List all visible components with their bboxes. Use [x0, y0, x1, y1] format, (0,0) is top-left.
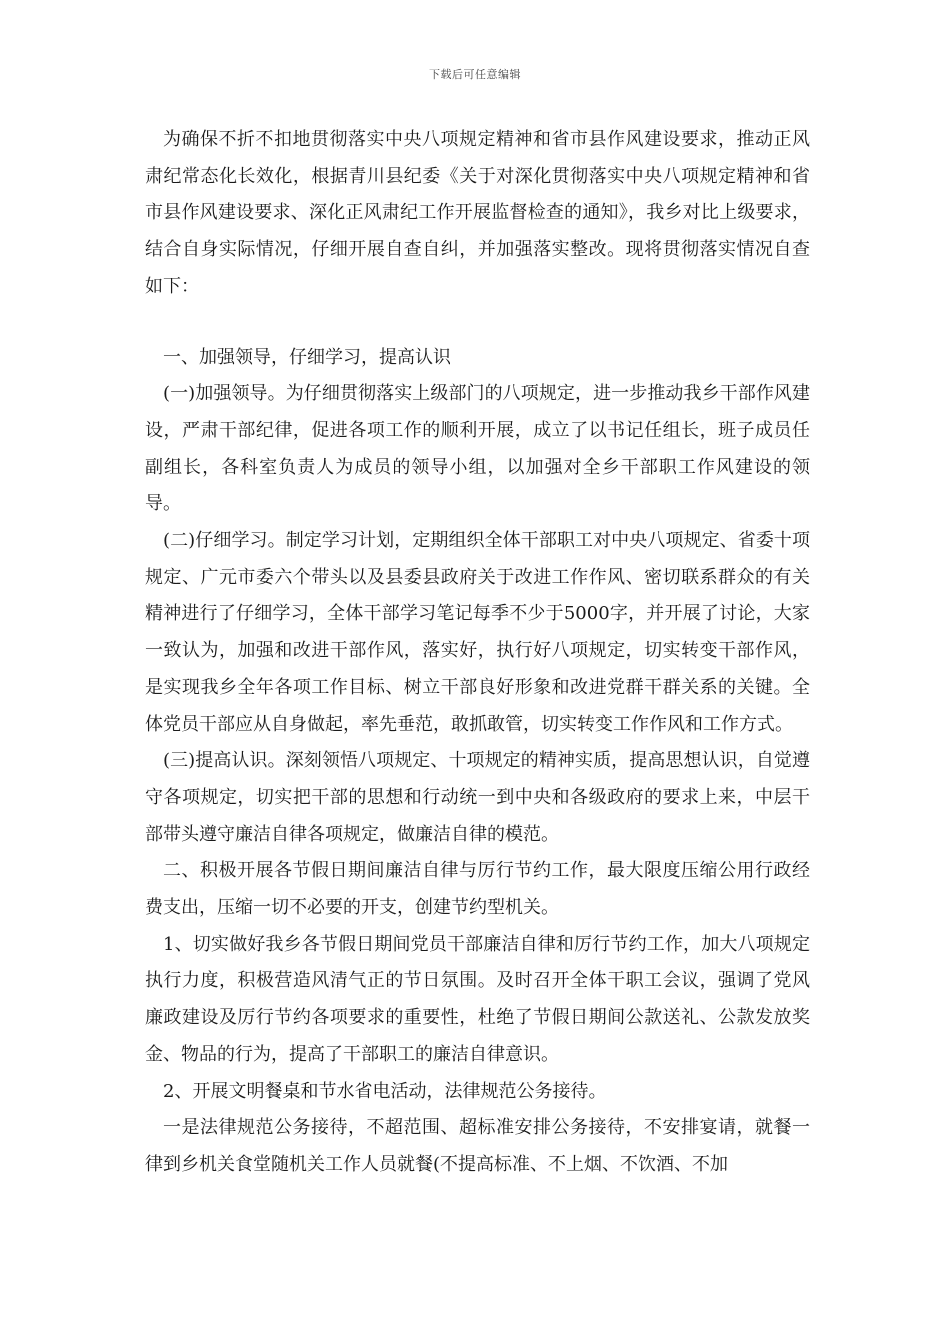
paragraph-careful-study: (二)仔细学习。制定学习计划，定期组织全体干部职工对中央八项规定、省委十项规定、广元市委六个带头以及县委县政府关于改进工作作风、密切联系群众的有关精神进行了仔细学习，全体干部学习笔记每季不少于5000字，并开展了讨论，大家一致认为，加强和改进干部作风，落实好，执行好八项规定，切实转变干部作风，是实现我乡全年各项工作目标、树立干部良好形象和改进党群干群关系的关键。全体党员干部应从自身做起，率先垂范，敢抓敢管，切实转变工作作风和工作方式。	[145, 530, 810, 735]
section-heading-1: 一、加强领导，仔细学习，提高认识	[163, 346, 451, 368]
intro-paragraph: 为确保不折不扣地贯彻落实中央八项规定精神和省市县作风建设要求，推动正风肃纪常态化长效化，根据青川县纪委《关于对深化贯彻落实中央八项规定精神和省市县作风建设要求、深化正风肃纪工作开展监督检查的通知》，我乡对比上级要求，结合自身实际情况，仔细开展自查自纠，并加强落实整改。现将贯彻落实情况自查如下：	[145, 129, 810, 297]
paragraph-item-2: 2、开展文明餐桌和节水省电活动，法律规范公务接待。	[163, 1080, 607, 1102]
header-note: 下载后可任意编辑	[429, 68, 521, 81]
paragraph-item-1: 1、切实做好我乡各节假日期间党员干部廉洁自律和厉行节约工作，加大八项规定执行力度，积极营造风清气正的节日氛围。及时召开全体干职工会议，强调了党风廉政建设及厉行节约各项要求的重要性，杜绝了节假日期间公款送礼、公款发放奖金、物品的行为，提高了干部职工的廉洁自律意识。	[145, 933, 810, 1065]
section-heading-2: 二、积极开展各节假日期间廉洁自律与厉行节约工作，最大限度压缩公用行政经费支出，压缩一切不必要的开支，创建节约型机关。	[145, 860, 810, 919]
paragraph-strengthen-leadership: (一)加强领导。为仔细贯彻落实上级部门的八项规定，进一步推动我乡干部作风建设，严肃干部纪律，促进各项工作的顺利开展，成立了以书记任组长，班子成员任副组长，各科室负责人为成员的领导小组，以加强对全乡干部职工作风建设的领导。	[145, 383, 810, 515]
document-body	[145, 122, 810, 1184]
paragraph-reception-rules: 一是法律规范公务接待，不超范围、超标准安排公务接待，不安排宴请，就餐一律到乡机关食堂随机关工作人员就餐(不提高标准、不上烟、不饮酒、不加	[145, 1117, 810, 1175]
paragraph-raise-awareness: (三)提高认识。深刻领悟八项规定、十项规定的精神实质，提高思想认识，自觉遵守各项规定，切实把干部的思想和行动统一到中央和各级政府的要求上来，中层干部带头遵守廉洁自律各项规定，做廉洁自律的模范。	[145, 750, 810, 845]
